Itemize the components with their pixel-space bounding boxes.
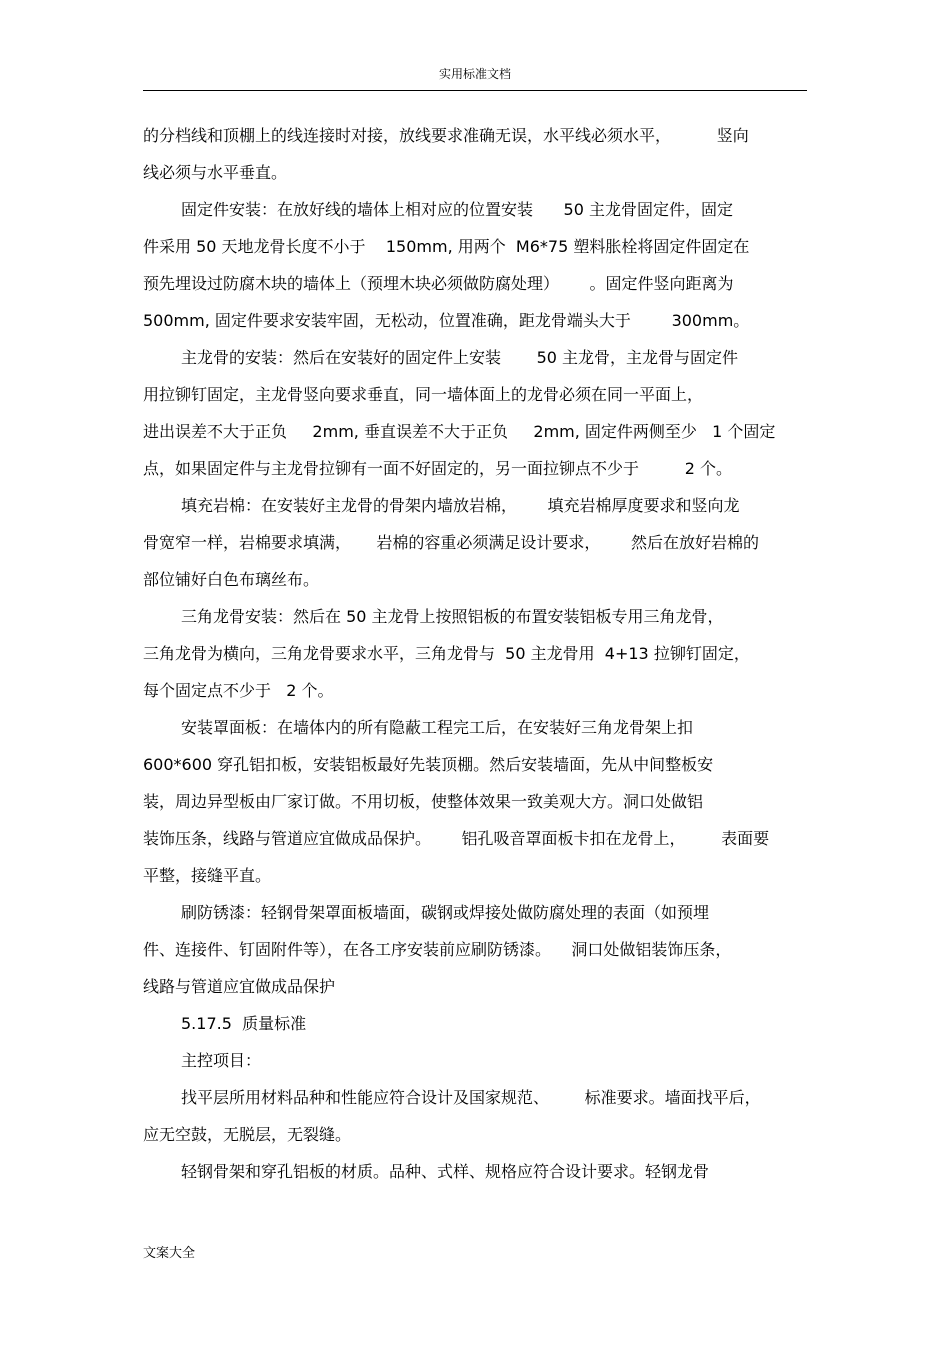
- subsection-heading: 主控项目：: [181, 1051, 262, 1070]
- text-line: 装，周边异型板由厂家订做。不用切板，使整体效果一致美观大方。洞口处做铝: [143, 792, 704, 811]
- text-line: 件采用 50 天地龙骨长度不小于 150mm, 用两个 M6*75 塑料胀栓将固定件固定在: [143, 237, 750, 256]
- text-line: 500mm, 固定件要求安装牢固，无松动，位置准确，距龙骨端头大于 300mm。: [143, 311, 750, 330]
- paragraph-cover-panel: 安装罩面板：在墙体内的所有隐蔽工程完工后，在安装好三角龙骨架上扣: [181, 718, 694, 737]
- header-divider: [143, 90, 807, 91]
- paragraph-rock-wool: 填充岩棉：在安装好主龙骨的骨架内墙放岩棉， 填充岩棉厚度要求和竖向龙: [181, 496, 740, 515]
- paragraph-keel-material: 轻钢骨架和穿孔铝板的材质。品种、式样、规格应符合设计要求。轻钢龙骨: [181, 1162, 710, 1181]
- text-line: 线路与管道应宜做成品保护: [143, 977, 336, 996]
- section-heading: 5.17.5 质量标准: [181, 1014, 307, 1033]
- paragraph-anti-rust: 刷防锈漆：轻钢骨架罩面板墙面，碳钢或焊接处做防腐处理的表面（如预埋: [181, 903, 710, 922]
- text-line: 骨宽窄一样，岩棉要求填满， 岩棉的容重必须满足设计要求， 然后在放好岩棉的: [143, 533, 759, 552]
- page-footer: 文案大全: [143, 1246, 196, 1261]
- text-line: 部位铺好白色布璃丝布。: [143, 570, 320, 589]
- paragraph-fixture-install: 固定件安装：在放好线的墙体上相对应的位置安装 50 主龙骨固定件，固定: [181, 200, 733, 219]
- text-line: 三角龙骨为横向，三角龙骨要求水平，三角龙骨与 50 主龙骨用 4+13 拉铆钉固定，: [143, 644, 750, 663]
- document-body: [143, 117, 807, 1190]
- paragraph-main-keel-install: 主龙骨的安装：然后在安装好的固定件上安装 50 主龙骨，主龙骨与固定件: [181, 348, 739, 367]
- paragraph-triangle-keel: 三角龙骨安装：然后在 50 主龙骨上按照铝板的布置安装铝板专用三角龙骨，: [181, 607, 724, 626]
- text-line: 进出误差不大于正负 2mm, 垂直误差不大于正负 2mm, 固定件两侧至少 1 个固定: [143, 422, 776, 441]
- text-line: 件、连接件、钉固附件等），在各工序安装前应刷防锈漆。 洞口处做铝装饰压条，: [143, 940, 732, 959]
- text-line: 线必须与水平垂直。: [143, 163, 288, 182]
- text-line: 每个固定点不少于 2 个。: [143, 681, 334, 700]
- page-header: 实用标准文档: [438, 67, 511, 81]
- text-line: 装饰压条，线路与管道应宜做成品保护。 铝孔吸音罩面板卡扣在龙骨上， 表面要: [143, 829, 770, 848]
- text-line: 600*600 穿孔铝扣板，安装铝板最好先装顶棚。然后安装墙面，先从中间整板安: [143, 755, 714, 774]
- text-line: 应无空鼓，无脱层，无裂缝。: [143, 1125, 352, 1144]
- text-line: 的分档线和顶棚上的线连接时对接，放线要求准确无误，水平线必须水平， 竖向: [143, 126, 749, 145]
- text-line: 预先埋设过防腐木块的墙体上（预埋木块必须做防腐处理） 。固定件竖向距离为: [143, 274, 734, 293]
- text-line: 平整，接缝平直。: [143, 866, 272, 885]
- paragraph-leveling-layer: 找平层所用材料品种和性能应符合设计及国家规范、 标准要求。墙面找平后，: [181, 1088, 761, 1107]
- text-line: 用拉铆钉固定，主龙骨竖向要求垂直，同一墙体面上的龙骨必须在同一平面上，: [143, 385, 704, 404]
- text-line: 点，如果固定件与主龙骨拉铆有一面不好固定的，另一面拉铆点不少于 2 个。: [143, 459, 733, 478]
